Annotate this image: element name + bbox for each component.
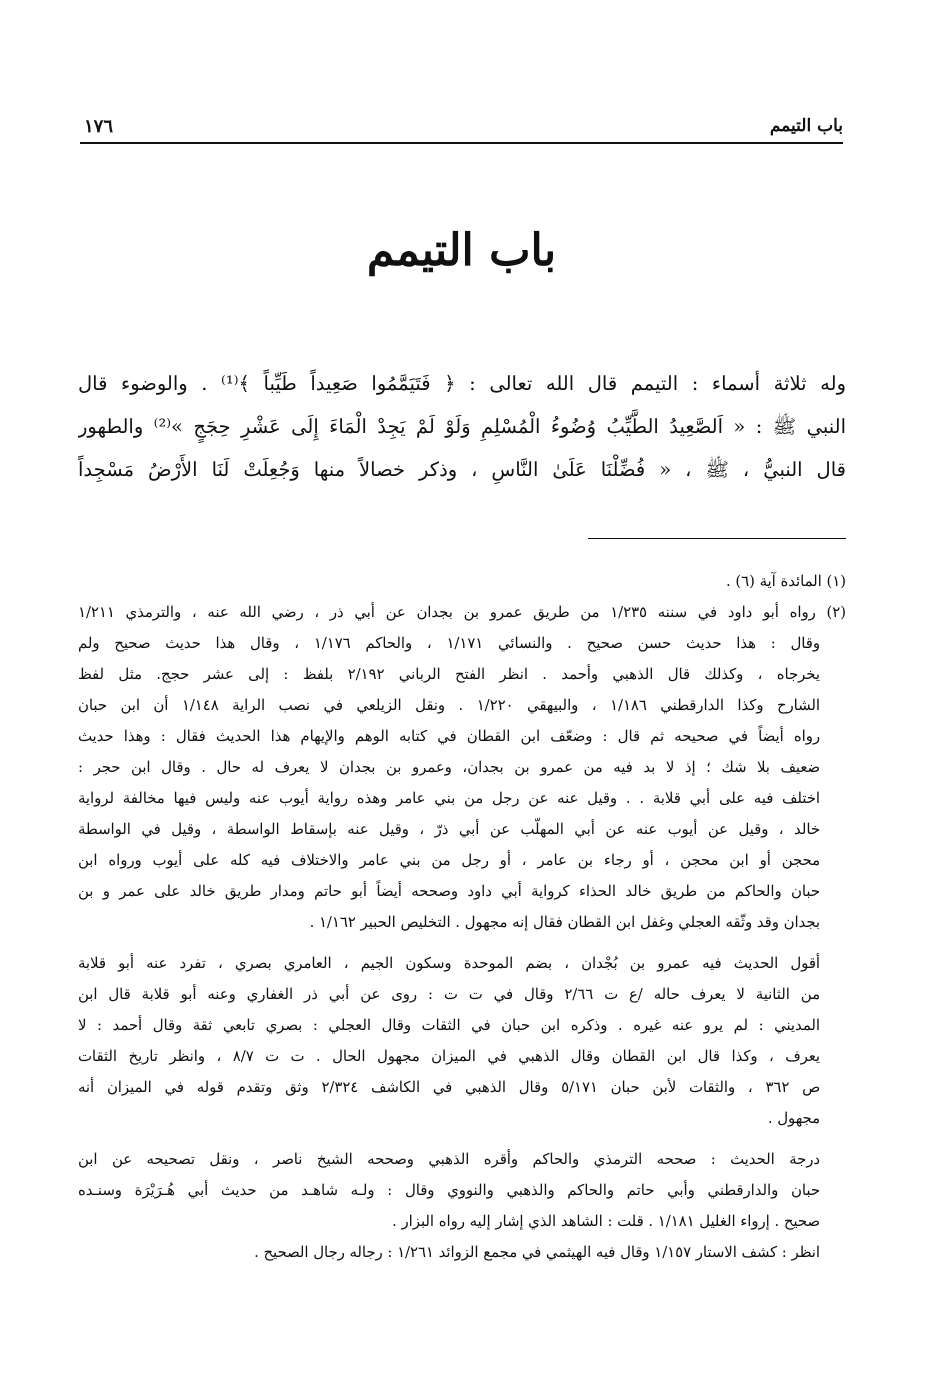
grading-line: حبان والدارقطني وأبي حاتم والحاكم والذهبي والنووي وقال : ولـه شاهـد من حديث أبي هُـرَيْرَة وسنـده <box>78 1182 820 1199</box>
footnote-1: (١) المائدة آية (٦) . <box>725 573 846 590</box>
footnote-2-line: حبان والحاكم من طريق خالد الحذاء كرواية أبي داود وصححه أيضاً أبو حاتم ومدار طريق خالد على عمر و بن <box>78 883 820 900</box>
footnote-2-line: اختلف فيه على أبي قلابة . . وقيل عنه عن رجل من بني عامر وهذه رواية أيوب عنه وليس فيها مخالفة لرواية <box>78 790 820 807</box>
paragraph-gap <box>78 1134 846 1144</box>
footnote-2-line: (٢) رواه أبو داود في سننه ١/٢٣٥ من طريق عمرو بن بجدان عن أبي ذر ، رضي الله عنه ، والترمذي ١/٢١١ <box>78 604 846 621</box>
commentary-line: من الثانية لا يعرف حاله /ع ت ٢/٦٦ وقال في ت ت : روى عن أبي ذر الغفاري وعنه أبو قلابة قال ابن <box>78 986 820 1003</box>
page-number: ١٧٦ <box>84 116 114 137</box>
grading-line: انظر : كشف الاستار ١/١٥٧ وقال فيه الهيثمي في مجمع الزوائد ١/٢٦١ : رجاله رجال الصحيح . <box>254 1244 820 1261</box>
footnote-2-line: وقال : هذا حديث حسن صحيح . والنسائي ١/١٧١ ، والحاكم ١/١٧٦ ، وقال هذا حديث صحيح ولم <box>78 635 821 652</box>
grading-line: درجة الحديث : صححه الترمذي والحاكم وأقره الذهبي وصححه الشيخ ناصر ، ونقل تصحيحه عن ابن <box>78 1151 820 1168</box>
footnotes <box>78 566 846 1268</box>
footnote-2-line: خالد ، وقيل عن أيوب عنه عن أبي المهلّب عن أبي ذرّ ، وقيل عنه بإسقاط الواسطة ، وقيل في الواسطة <box>78 821 820 838</box>
footnote-2-line: محجن أو ابن محجن ، أو رجاء بن عامر ، أو رجل من بني عامر والاختلاف فيه كله على أيوب ورواه ابن <box>78 852 820 869</box>
footnote-2-line: بجدان وقد وثّقه العجلي وغفل ابن القطان فقال إنه مجهول . التخليص الحبير ١/١٦٢ . <box>309 914 820 931</box>
paragraph-gap <box>78 938 846 948</box>
intro-line: قال النبيُّ ، ﷺ ، « فُضِّلْنَا عَلَىٰ النَّاسِ ، وذكر خصالاً منها وَجُعِلَتْ لَنَا الأَرْضُ مَسْجِداً <box>78 458 846 481</box>
footnote-2-line: ضعيف بلا شك ؛ إذ لا بد فيه من عمرو بن بجدان، وعمرو بن بجدان لا يعرف له حال . وقال ابن حجر : <box>78 759 820 776</box>
commentary-line: يعرف ، وكذا قال ابن القطان وقال الذهبي في الميزان مجهول الحال . ت ت ٨/٧ ، وانظر تاريخ الثقات <box>78 1048 820 1065</box>
running-header-title: باب التيمم <box>769 116 843 136</box>
commentary-line: مجهول . <box>767 1110 820 1127</box>
intro-line: النبي ﷺ : « اَلصَّعِيدُ الطَّيِّبُ وُضُوءُ الْمُسْلِمِ وَلَوْ لَمْ يَجِدْ الْمَاءَ إِلَى عَشْرِ حِجَجٍ »⁽²⁾ والطهور <box>78 415 846 438</box>
intro-paragraph <box>78 362 846 491</box>
chapter-title: باب التيمم <box>366 225 557 276</box>
footnote-separator <box>588 538 846 539</box>
footnote-2-line: يخرجاه ، وكذلك قال الذهبي وأحمد . انظر الفتح الرباني ٢/١٩٢ بلفظ : إلى عشر حجج. مثل لفظ <box>78 666 820 683</box>
commentary-line: ص ٣٦٢ ، والثقات لأبن حبان ٥/١٧١ وقال الذهبي في الكاشف ٢/٣٢٤ وثق وتقدم قوله في الميزان أنه <box>78 1079 820 1096</box>
grading-line: صحيح . إرواء الغليل ١/١٨١ . قلت : الشاهد الذي إشار إليه رواه البزار . <box>392 1213 820 1230</box>
footnote-2-line: الشارح وكذا الدارقطني ١/١٨٦ ، والبيهقي ١/٢٢٠ . ونقل الزيلعي في نصب الراية ١/١٤٨ أن ابن حبان <box>78 697 820 714</box>
running-header <box>80 112 843 142</box>
header-rule <box>80 142 843 144</box>
commentary-line: أقول الحديث فيه عمرو بن بُجْدان ، بضم الموحدة وسكون الجيم ، العامري بصري ، تفرد عنه أبو قلابة <box>78 955 820 972</box>
footnote-2-line: رواه أيضاً في صحيحه ثم قال : وضعّف ابن القطان في كتابه الوهم والإيهام هذا الحديث فقال : وهذا حديث <box>78 728 820 745</box>
intro-line: وله ثلاثة أسماء : التيمم قال الله تعالى : ﴿ فَتَيَمَّمُوا صَعِيداً طَيِّباً ﴾⁽¹⁾ . والوضوء قال <box>78 372 846 395</box>
commentary-line: المديني : لم يرو عنه غيره . وذكره ابن حبان في الثقات وقال العجلي : بصري تابعي ثقة وقال أحمد : لا <box>78 1017 820 1034</box>
